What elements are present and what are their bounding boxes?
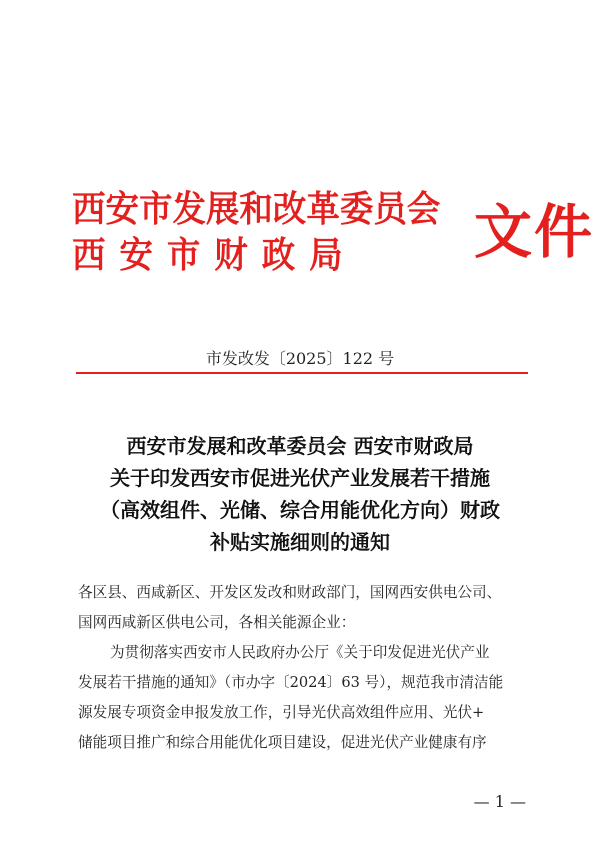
red-separator-line: [76, 372, 528, 374]
document-number: 市发改发〔2025〕122 号: [205, 349, 395, 368]
body-line-2: 发展若干措施的通知》（市办字〔2024〕63 号），规范我市清洁能: [78, 674, 504, 691]
body-line-1: 为贯彻落实西安市人民政府办公厅《关于印发促进光伏产业: [110, 644, 490, 661]
masthead-org-2: 西安市财政局: [72, 234, 357, 276]
addressee-line-1: 各区县、西咸新区、开发区发改和财政部门，国网西安供电公司、: [78, 584, 502, 601]
title-line-4: 补贴实施细则的通知: [210, 530, 390, 554]
title-line-2: 关于印发西安市促进光伏产业发展若干措施: [110, 466, 490, 490]
title-line-3: （高效组件、光储、综合用能优化方向）财政: [100, 498, 500, 522]
title-line-1: 西安市发展和改革委员会 西安市财政局: [126, 434, 474, 458]
page-number: — 1 —: [473, 792, 526, 811]
issuing-organizations: [72, 186, 468, 278]
addressee-line-2: 国网西咸新区供电公司，各相关能源企业：: [78, 614, 356, 631]
masthead-org-1: 西安市发展和改革委员会: [72, 188, 441, 230]
document-title: [60, 430, 540, 558]
document-body: [78, 578, 538, 758]
red-header-masthead: [72, 186, 594, 278]
masthead-doc-type: 文件: [474, 198, 595, 266]
body-line-3: 源发展专项资金申报发放工作，引导光伏高效组件应用、光伏+: [78, 704, 485, 721]
body-line-4: 储能项目推广和综合用能优化项目建设，促进光伏产业健康有序: [78, 734, 487, 751]
